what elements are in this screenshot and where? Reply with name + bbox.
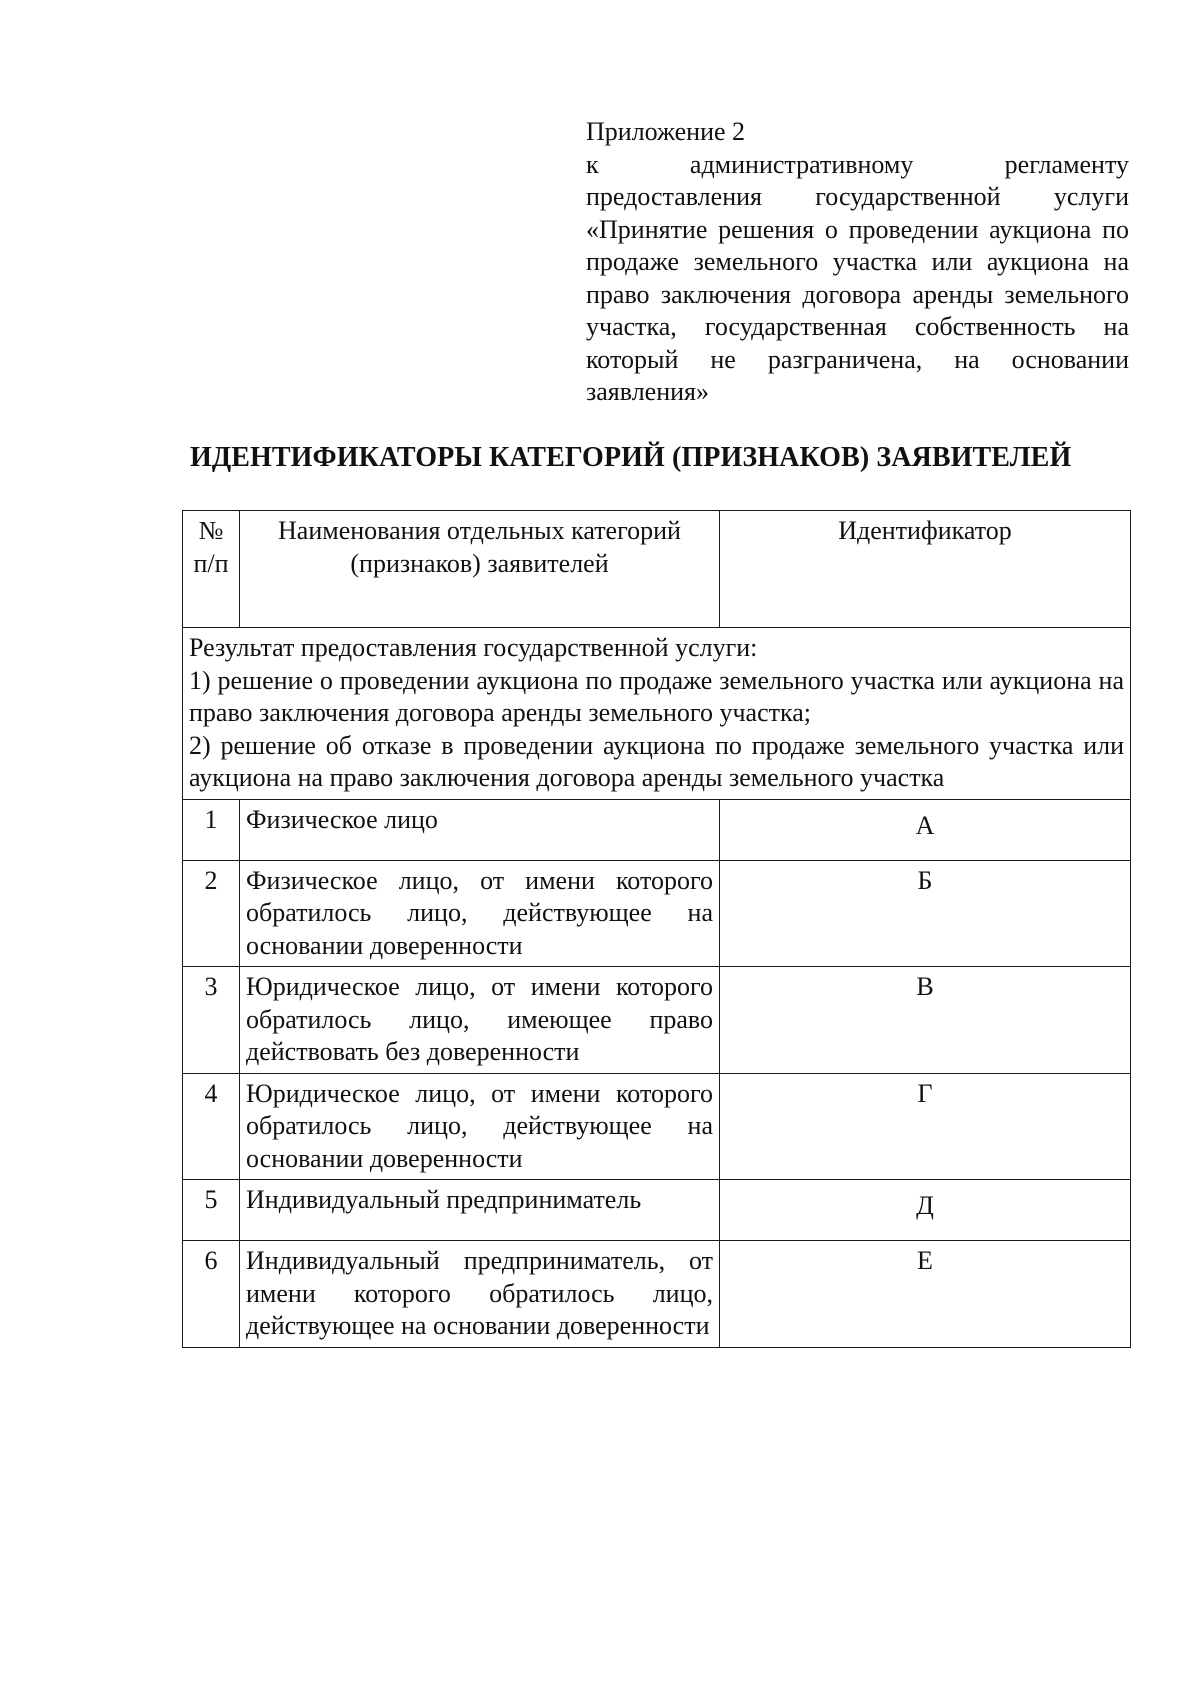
table-row — [183, 1180, 1131, 1241]
result-cell — [183, 628, 1131, 800]
header-num: № п/п — [183, 511, 240, 628]
row-identifier: В — [720, 967, 1131, 1074]
row-identifier: Е — [720, 1241, 1131, 1348]
appendix-block — [586, 116, 1129, 409]
row-num: 6 — [183, 1241, 240, 1348]
result-intro: Результат предоставления государственной услуги: — [189, 633, 758, 662]
appendix-title: Приложение 2 — [586, 117, 746, 146]
table-header-row — [183, 511, 1131, 628]
table-row — [183, 1241, 1131, 1348]
row-num: 5 — [183, 1180, 240, 1241]
row-identifier: Д — [720, 1180, 1131, 1241]
result-item-1: 1) решение о проведении аукциона по продаже земельного участка или аукциона на право заключения договора аренды земельного участка; — [189, 665, 1124, 727]
identifiers-table — [182, 510, 1131, 1348]
result-item-2: 2) решение об отказе в проведении аукциона по продаже земельного участка или аукциона на право заключения договора аренды земельного участка — [189, 730, 1124, 792]
row-name: Физическое лицо, от имени которого обратилось лицо, действующее на основании доверенности — [240, 860, 720, 967]
result-row — [183, 628, 1131, 800]
row-identifier: А — [720, 799, 1131, 860]
table-row — [183, 799, 1131, 860]
row-num: 2 — [183, 860, 240, 967]
row-num: 1 — [183, 799, 240, 860]
header-id: Идентификатор — [720, 511, 1131, 628]
row-name: Юридическое лицо, от имени которого обратилось лицо, действующее на основании доверенности — [240, 1073, 720, 1180]
row-num: 3 — [183, 967, 240, 1074]
row-name: Индивидуальный предприниматель, от имени которого обратилось лицо, действующее на основании доверенности — [240, 1241, 720, 1348]
row-name: Физическое лицо — [240, 799, 720, 860]
appendix-reference: к административному регламенту предоставления государственной услуги «Принятие решения о проведении аукциона по продаже земельного участка или аукциона на право заключения договора аренды земельного участка, государственная собственность на который не разграничена, на основании заявления» — [586, 149, 1129, 406]
table-row — [183, 1073, 1131, 1180]
row-identifier: Б — [720, 860, 1131, 967]
row-name: Юридическое лицо, от имени которого обратилось лицо, имеющее право действовать без доверенности — [240, 967, 720, 1074]
row-num: 4 — [183, 1073, 240, 1180]
table-row — [183, 967, 1131, 1074]
header-name: Наименования отдельных категорий (признаков) заявителей — [240, 511, 720, 628]
row-name: Индивидуальный предприниматель — [240, 1180, 720, 1241]
table-row — [183, 860, 1131, 967]
row-identifier: Г — [720, 1073, 1131, 1180]
document-heading: ИДЕНТИФИКАТОРЫ КАТЕГОРИЙ (ПРИЗНАКОВ) ЗАЯВИТЕЛЕЙ — [190, 442, 1072, 473]
